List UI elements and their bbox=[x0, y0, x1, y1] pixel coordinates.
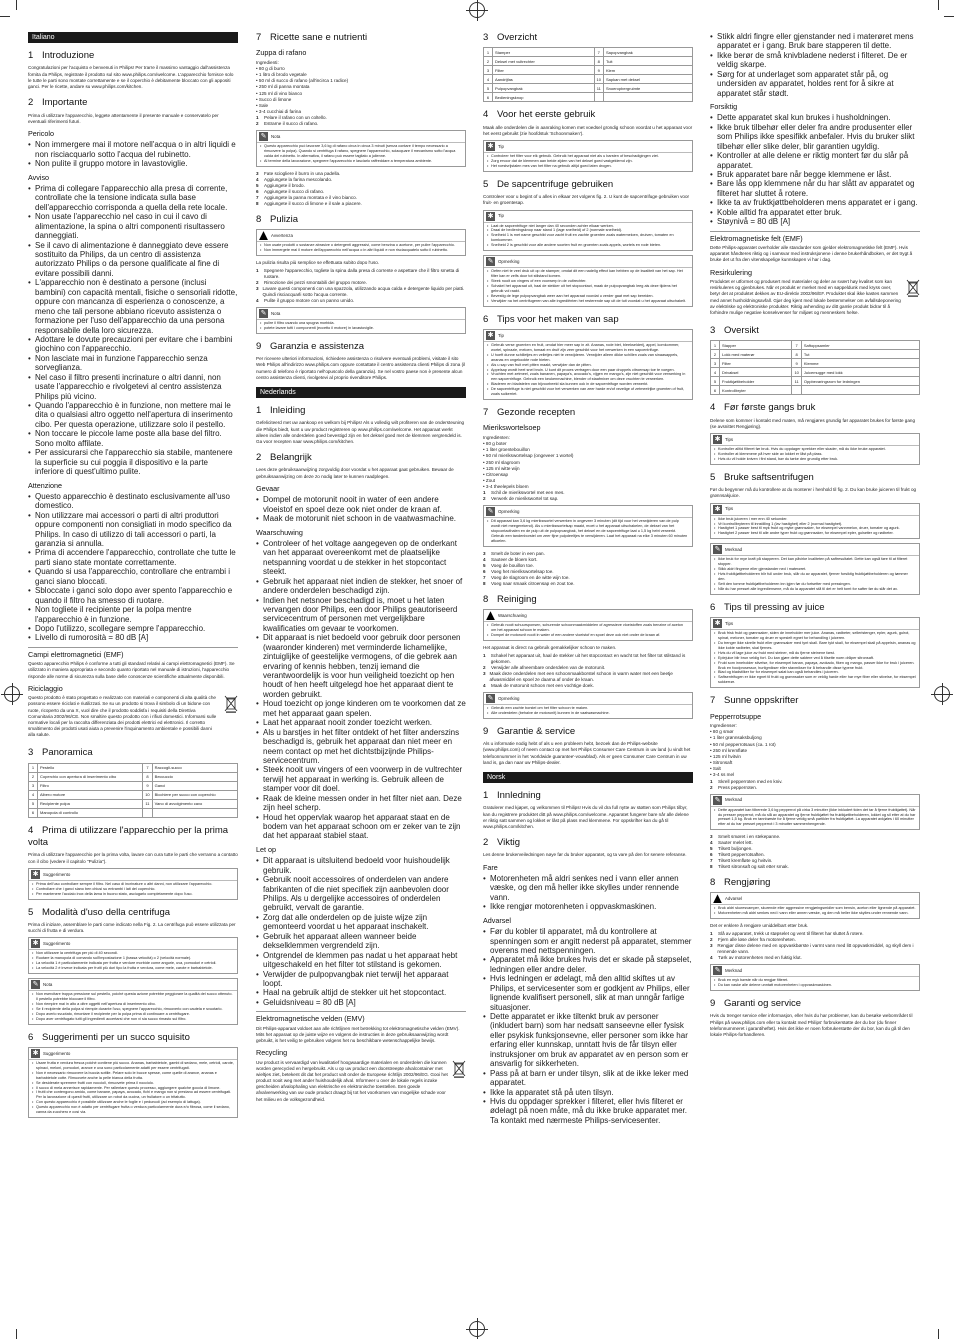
section-heading: 4 Prima di utilizzare l'apparecchio per la prima volta bbox=[28, 824, 229, 849]
list-item: • Non immergere mai il motore nell'acqua o in altri liquidi e non risciacquarlo sotto l'acqua del rubinetto. bbox=[28, 140, 238, 159]
section-heading: 6 Tips til pressing av juice bbox=[710, 601, 825, 613]
warning-list bbox=[28, 184, 238, 477]
list-item: • Questo apparecchio è destinato esclusivamente all'uso domestico. bbox=[28, 492, 238, 511]
paragraph: Congratulazioni per l'acquisto e benvenuti in Philips! Per trarre il massimo vantaggio dall'assistenza fornita da Philips, registrate il prodotto sul sito www.philips.com/welcome. L'apparecchio fornisce solo le tutte le parti sono montate correttamente e se il coperchio è debitamente bloccato con gli appositi ganci. Per le ricette, andare su www.philips.com/kitchen. bbox=[28, 65, 234, 89]
note-icon: ✎ bbox=[487, 694, 494, 702]
table-row: 2 Lokk med materør 8 Tut bbox=[711, 350, 920, 359]
list-item: • Bruk apparatet bare når begge klemmene er låst. bbox=[710, 170, 920, 179]
list-item: • Non utilizzare mai accessori o parti di altri produttori oppure componenti non consigliati in modo specifico da Philips. In caso di utilizzo di tali accessori o parti, la garanzia si annulla. bbox=[28, 511, 238, 549]
paragraph: Dette Philips-apparatet overholder alle standarder som gjelder elektromagnetiske felt (EMF). Hvis apparatet håndteres riktig og i samsvar med instruksjonene i denne brukerhåndboken, er det trygt å bruke det ut fra den vitenskapelige kunnskapen vi har i dag. bbox=[710, 245, 913, 263]
list-item: • Non usate l'apparecchio nel caso in cui il cavo di alimentazione, la spina o altri componenti risultassero danneggiati. bbox=[28, 212, 238, 240]
table-row: 6 Bedieningsknop bbox=[484, 93, 693, 102]
ingredient-line: • 250 ml slagroom bbox=[483, 459, 520, 465]
note-icon: ✎ bbox=[714, 796, 721, 804]
list-item: • Kontroller at alle delene er riktig montert før du slår på apparatet. bbox=[710, 151, 920, 170]
list-item: • Støynivå = 80 dB [A] bbox=[710, 217, 920, 226]
list-item: • Gebruik nooit accessoires of onderdelen van andere fabrikanten of die niet specifiek zijn aanbevolen door Philips. Als u dergelijke accessoires of onderdelen gebruikt, vervalt de garantie. bbox=[256, 875, 466, 913]
paragraph: Controleer voor u begint of u alles in elkaar zet volgens fig. 2. U kunt de sapcentrifuge gebruiken voor fruit- en groentesap. bbox=[483, 194, 690, 206]
table-row: 5 Pulpopvangbak 11 Snoeropbergruimte bbox=[484, 84, 693, 93]
list-item: • Indien het netsnoer beschadigd is, moet u het laten vervangen door Philips, een door Philips geautoriseerd servicecentrum of personen met vergelijkbare kwalificaties om gevaar te voorkomen. bbox=[256, 596, 466, 634]
section-heading: 4 Før første gangs bruk bbox=[710, 402, 816, 414]
column-4 bbox=[710, 32, 920, 1327]
note-icon: ✎ bbox=[714, 546, 721, 554]
section-heading: 5 Modalità d'uso della centrifuga bbox=[28, 906, 171, 918]
warning-box: Advarsel • Bruk aldri skuresvamper, skurende eller aggressive rengjøringsmidler som bensin, aceton eller lignende på apparatet. • Motorenheten må aldri senkes ned i vann eller annen væske, og den må heller ikke skylles under rennende vann. bbox=[710, 892, 920, 919]
subheading-caution: Forsiktig bbox=[710, 102, 738, 112]
ingredient-line: • 1 litro di brodo vegetale bbox=[256, 72, 307, 78]
language-header-dutch: Nederlands bbox=[256, 387, 466, 398]
column-1 bbox=[28, 32, 238, 1327]
note-box: ✎ Merknad • Dette apparatet kan tilberede 3,6 kg pepperrot på cirka 3 minutter (ikke inkludert tiden det tar å fjerne fruktkjøttet). Når du presser pepperrot, må du slå av apparatet og fjerne fruktkjøttet fra fruktkjøttbeholderen, lokket og sil etter at du har presset 1,5 kg. Bruk en tannbørste for å fjerne veldig små partikler fra fruktkjøttet. La apparatet avkjøles i 60 minutter etter at du har presset pepperrot i 3 minutter sammenhengende. bbox=[710, 794, 920, 831]
steps-list: 1 Schil de mierikswortel met een mes. 2 Verwerk de mierikswortel tot sap. bbox=[483, 490, 565, 502]
list-item: • Dit apparaat is uitsluitend bedoeld voor huishoudelijk gebruik. bbox=[256, 856, 466, 875]
table-row: 3 Filtro 9 Ganci bbox=[29, 781, 238, 790]
subheading-warning: Waarschuwing bbox=[256, 527, 303, 537]
paragraph: La pulizia risulta più semplice se effettuata subito dopo l'uso. bbox=[256, 260, 380, 266]
crop-mark bbox=[938, 1329, 939, 1339]
ingredient-line: Ingredienti: bbox=[256, 59, 279, 65]
list-item: • Laat het apparaat nooit zonder toezicht werken. bbox=[256, 718, 466, 727]
registration-mark-top-left bbox=[4, 686, 20, 702]
warning-list bbox=[483, 927, 693, 1125]
section-heading: 1 Introduzione bbox=[28, 50, 95, 62]
table-row: 2 Deksel met vultrechter 8 Tuit bbox=[484, 57, 693, 66]
language-header-italian: Italiano bbox=[28, 32, 238, 43]
table-row: 3 Filter 9 Klemme bbox=[711, 359, 920, 368]
crop-mark bbox=[0, 16, 10, 17]
note-box: ✎ Opmerking • Oefen niet te veel druk uit op de stamper, omdat dit een nadelig effect kan hebben op de kwaliteit van het sap. Het filter kan er zelfs door tot stilstand komen. • Steek nooit uw vingers of een voorwerp in de vultrechter. • Schakel het apparaat uit, haal de stekker uit het stopcontact, maak de pulpopvangbak leeg als deze tijdens het gebruik vol raakt. • Bevestig de lege pulpopvangbak weer aan het apparaat voordat u verder gaat met sap bereiden. • Verwijder na het centrifugeren van alle ingrediënten het resterende sap uit de tuit voordat u het apparaat uitschakelt. bbox=[483, 255, 693, 306]
paragraph: Det er enklere å rengjøre umiddelbart etter bruk. bbox=[710, 923, 809, 929]
section-heading: 8 Rengjøring bbox=[710, 877, 771, 889]
paragraph: Delene som kommer i kontakt med maten, må rengjøres grundig før apparatet brukes for første gang (se avsnittet Rengjøring). bbox=[710, 417, 916, 429]
registration-mark-top bbox=[469, 2, 485, 18]
table-row: 6 Manopola di controllo bbox=[29, 808, 238, 817]
steps-list: 3 Fate sciogliere il burro in una padella. 4 Aggiungete la farina mescolando. 5 Aggiungete il brodo. 6 Aggiungete il succo di rafano. 7 Aggiungete la panna montata e il vino bianco. 8 Aggiungete il succo di limone e il sale a piacere. bbox=[256, 171, 362, 206]
section-heading: 9 Garantie & service bbox=[483, 725, 576, 737]
warning-box: Waarschuwing • Gebruik nooit schuursponsen, schurende schoonmaakmiddelen of agressieve vloeistoffen zoals benzine of aceton om het apparaat schoon te maken. • Dompel de motorunit nooit in water of een andere vloeistof en spoel deze ook niet onder de kraan af. bbox=[483, 609, 693, 641]
star-icon: ✱ bbox=[487, 331, 494, 339]
tip-box: ✱ Tips • Kontroller alltid filteret før bruk. Hvis du oppdager sprekker eller skader, må du ikke bruke apparatet. • Kontroller at klemmene på hver side av lokket er låst på plass. • Hvis du vil holde kniven i fint stand, bør du tørke den grundig etter bruk. bbox=[710, 433, 920, 465]
list-item: • Bare lås opp klemmene når du har slått av apparatet og filteret har sluttet å rotere. bbox=[710, 179, 920, 198]
subheading-danger: Fare bbox=[483, 862, 498, 872]
list-item: • Prima di collegare l'apparecchio alla presa di corrente, controllate che la tensione indicata sulla base dell'apparecchio corrisponda a quella della rete locale. bbox=[28, 184, 238, 212]
steps-list: 3 Smelt smøret i en stekepanne. 4 Sauter melet lett. 5 Tilsett buljongen. 6 Tilsett pepperrotsaften. 7 Tilsett kremfløte og hvitvin. 8 Tilsett sitronsaft og salt etter smak. bbox=[710, 834, 789, 870]
paragraph: Dit Philips-apparaat voldoet aan alle richtlijnen met betrekking tot elektromagnetische velden (EMV). Mits het apparaat op de juiste wijze en volgens de instructies in deze gebruiksaanwijzing wordt gebruikt, is het veilig te gebruiken volgens het nu beschikbare wetenschappelijke bewijs. bbox=[256, 1025, 460, 1043]
list-item: • Non pulite il gruppo motore in lavastoviglie. bbox=[28, 159, 238, 168]
paragraph: Hvis du trenger service eller informasjon, eller hvis du har problemer, kan du besøke webområdet til Philips på www.philips.com eller ta kontakt med Philips' forbrukerstøtte der du bor (du finner telefonnummeret i garantiheftet). Hvis det ikke er noen forbrukerstøtte der du bor, kan du gå til den lokale Philips-forhandleren. bbox=[710, 1013, 913, 1038]
ingredient-line: • Salt bbox=[710, 766, 721, 772]
ingredient-line: • 80 g smør bbox=[710, 729, 734, 735]
note-box: ✎ Nota • Non esercitare troppa pressione sul pestello, poiché questa azione potrebbe peggiorare la qualità del succo ottenuto. Il pestello potrebbe bloccare il filtro. • Non riempire mai in alto a oltre oggetti nell'apertura di inserimento cibo. • Se il recipiente della polpa si riempie durante l'uso, spegnere l'apparecchio, rimuoverlo con cautela e svuotarlo. • Dopo averlo svuotato, rimontare il recipiente per la polpa prima di continuare a centrifugare. • Dopo aver centrifugato tutti gli ingredienti accertarsi che non vi sia succo rimasto sul filtro. bbox=[28, 978, 238, 1025]
list-item: • Ikke berør de små knivbladene nederst i filteret. De er veldig skarpe. bbox=[710, 51, 920, 70]
note-box: ✎ Nota • pulire il filtro usando una spugna morbida. • potete lavare tutti i componenti (eccetto il motore) in lavastoviglie. bbox=[256, 307, 466, 334]
ingredient-line: • Citroensap bbox=[483, 471, 509, 477]
table-row: 4 Aandrijfas 10 Sapkan met deksel bbox=[484, 75, 693, 84]
list-item: • Nel caso il filtro presenti incrinature o altri danni, non usate l'apparecchio e rivolgetevi al centro assistenza Philips più vicino. bbox=[28, 373, 238, 401]
crop-mark bbox=[944, 16, 954, 17]
list-item: • Ikke bruk tilbehør eller deler fra andre produsenter eller som Philips ikke spesifikk anbefaler. Hvis du bruker slikt tilbehør eller slike deler, blir garantien ugyldig. bbox=[710, 123, 920, 151]
steps-list: 3 Smelt de boter in een pan. 4 Sauteer de bloem kort. 5 Voeg de bouillon toe. 6 Voeg het mierikswortelsap toe. 7 Voeg de slagroom en de witte wijn toe. 8 Voeg naar smaak citroensap en zout toe. bbox=[483, 551, 575, 586]
paragraph: Questo prodotto è stato progettato e realizzato con materiali e componenti di alta qualità che possono essere riciclati e riutilizzati. Se su un prodotto si trova il simbolo di un bidone con ruote, ricoperto da una X, vuol dire che il prodotto soddisfa i requisiti della Direttiva Comunitaria 2002/96/CE. Non smaltire questo prodotto con i rifiuti domestici. Informarsi sulle normative locali per la raccolta differenziata dei prodotti elettrici ed elettronici. Il corretto smaltimento dei prodotti usati aiuta a prevenire l'inquinamento ambientale e possibili danni alla salute. bbox=[28, 695, 217, 738]
paragraph: Per ricevere ulteriori informazioni, richiedere assistenza o risolvere eventuali problemi, visitate il sito Web Philips all'indirizzo www.philips.com oppure contattate il centro assistenza clienti Philips di zona (il numero di telefono è riportato nell'opuscolo della garanzia). Se nel vostro paese non è presente alcun centro assistenza clienti, rivolgetevi al proprio rivenditore Philips. bbox=[256, 356, 466, 380]
crop-mark bbox=[938, 0, 939, 10]
caution-list bbox=[256, 856, 466, 1007]
ingredient-line: • 3-4 cucchiai di farina bbox=[256, 109, 302, 115]
section-heading: 3 Panoramica bbox=[28, 747, 93, 759]
recipe-title: Pepperrotsuppe bbox=[710, 711, 762, 721]
note-icon: ✎ bbox=[714, 967, 721, 975]
subheading-caution: Let op bbox=[256, 844, 276, 854]
subheading-emf: Elektromagnetische velden (EMV) bbox=[256, 1011, 466, 1023]
list-item: • Dit apparaat is niet bedoeld voor gebruik door personen (waaronder kinderen) met verminderde lichamelijke, zintuiglijke of geestelijke vermogens, of die gebrek aan ervaring of kennis hebben, tenzij iemand die verantwoordelijk is voor hun veiligheid toezicht op hen houdt of hen heeft uitgelegd hoe het apparaat dient te worden gebruikt. bbox=[256, 633, 466, 699]
steps-list: 1 Spegnere l'apparecchio, togliete la spina dalla presa di corrente e aspettare che il filtro smetta di ruotare. 2 Rimozione dei pezzi smontabili del gruppo motore. 3 Lavare questi componenti con una spazzola, utilizzando acqua calda e detergente liquido per piatti. Quindi risciacquarli sotto l'acqua corrente. 4 Pulite il gruppo motore con un panno umido. bbox=[256, 268, 465, 304]
list-item: • Hvis du oppdager sprekker i filteret, eller hvis filteret er ødelagt på noen måte, må du ikke bruke apparatet mer. Ta kontakt med nærmeste Philips-servicesenter. bbox=[483, 1097, 693, 1125]
list-item: • Geluidsniveau = 80 dB [A] bbox=[256, 998, 466, 1007]
subheading-warning: Avviso bbox=[28, 172, 50, 182]
tip-box: ✱ Tips • Ikke bruk juiceren i mer enn 40 sekunder. • Vri kontrollbryteren til innstilling 1 (lav hastighet) eller 2 (normal hastighet). • Hastighet 1 passer best til myk frukt og myke grønnsaker, for eksempel vannmelon, druer, tomater og agurk. • Hastighet 2 passer best til alle andre typer frukt og grønnsaker, for eksempel epler, gulrøtter og rødbeter. bbox=[710, 503, 920, 540]
table-row: 5 Recipiente polpa 11 Vano di avvolgimento cavo bbox=[29, 799, 238, 808]
list-item: • Gebruik het apparaat alleen wanneer beide dekselklemmen vergrendeld zijn. bbox=[256, 932, 466, 951]
table-row: 4 Drivaksel 10 Juicemugge med lokk bbox=[711, 368, 920, 377]
ingredient-line: • 3-4 ss mel bbox=[710, 772, 735, 778]
ingredient-line: • 50 ml pepperrotsaus (ca. 1 rot) bbox=[710, 741, 776, 747]
list-item: • Livello di rumorosità = 80 dB [A] bbox=[28, 633, 238, 642]
star-icon: ✱ bbox=[487, 212, 494, 220]
paragraph: Questo apparecchio Philips è conforme a tutti gli standard relativi ai campi elettromagnetici (EMF). Se utilizzato in maniera appropriata e secondo quanto riportato nel manuale di istruzioni, l'apparecchio risponde alle norme di sicurezza sulla base delle conoscenze scientifiche attualmente disponibili. bbox=[28, 661, 235, 679]
list-item: • Dette apparatet skal kun brukes i husholdningen. bbox=[710, 113, 920, 122]
list-item: • Koble alltid fra apparatet etter bruk. bbox=[710, 208, 920, 217]
tip-box: ✱ Tip • Gebruik verse groenten en fruit, omdat hier meer sap in zit. Ananas, rode biet, bleekselderij, appel, komkommer, wortel, spinazie, meloen, tomaat en druif zijn zeer geschikt voor het verwerken in een sapcentrifuge. • U hoeft dunne schilletjes en velletjes niet te verwijderen. Verwijder alleen dikke schillen zoals van sinaasappels, ananas en ongekookte rode bieten. • Als u sap van fruit met pitten maakt, verwijder dan de pitten. • Appelsap wordt heel snel bruin. U kunt dit proces vertragen door een paar druppels citroensap toe te voegen. • Vruchten met zetmeel, zoals bananen, papaya's, avocado's, vijgen en mango's, zijn niet geschikt voor verwerking in een sapcentrifuge. Gebruik een keukenmachine, blender of staafmixer om deze vruchten te verwerken. • Bladeren en bladstelen van bijvoorbeeld sla kunnen ook in de sapcentrifuge worden verwerkt. • De sapcentrifuge is niet geschikt voor het verwerken van zeer harde en/of vezelige of zetmeelrijke groenten of fruit, zoals suikerriet. bbox=[483, 329, 693, 400]
list-item: • Steek nooit uw vingers of een voorwerp in de vultrechter terwijl het apparaat in werking is. Gebruik alleen de stamper voor dit doel. bbox=[256, 765, 466, 793]
paragraph: Gefeliciteerd met uw aankoop en welkom bij Philips! Als u volledig wilt profiteren van de ondersteuning die Philips biedt, kunt u uw product registreren op www.philips.com/welcome. Het apparaat werkt alleen indien alle onderdelen goed bevestigd zijn en het deksel goed met de klemmen vergrendeld is. Ga voor recepten naar www.philips.com/kitchen. bbox=[256, 420, 465, 444]
note-icon: ✎ bbox=[32, 980, 39, 988]
list-item: • Maak de motorunit niet schoon in de vaatwasmachine. bbox=[256, 514, 466, 523]
column-3 bbox=[483, 32, 693, 1327]
overview-table bbox=[483, 47, 693, 102]
paragraph: Prima di utilizzare l'apparecchio, leggete attentamente il presente manuale e conservatelo per eventuali riferimenti futuri. bbox=[28, 112, 219, 124]
subheading-danger: Gevaar bbox=[256, 483, 280, 493]
tip-box: ✱ Tips • Bruk frisk frukt og grønnsaker, siden de inneholder mer juice. Ananas, rødbeter, selleristenger, epler, agurk, gulrot, spinat, meloner, tomater og druer er spesielt egnet for behandling i juiceren. • Du trenger ikke skrelle frukt eller grønnsaker med tynt skall. Bare tykt skall, for eksempel skall på appelsin, ananas og ikke kokte rødbeter, skal fjernes. • Hvis du vil lage juice av frukt med steiner, må du fjerne steinene først. • Eplejuice blir brun veldig fort. Du kan gjøre dette saktere ved å tilsette noen dråper sitronsaft. • Frukt som inneholder stivelse, for eksempel banan, papaya, avokado, fiken og mango, passer ikke for bruk i juiceren. Bruk en foodprosessor, hurtigmikser eller stavmikser for å behandle disse typene frukt. • Blad og bladstilker for for eksempel salat kan også behandles i juiceren. • Saftsentrifugen er ikke egnet til frukt og grønnsaker som er veldig harde eller har mye fiber eller stivelse, for eksempel sukkerrør. bbox=[710, 617, 920, 688]
note-box: ✎ Merknad • Ikke bruk for mye kraft på stapperen. Det kan påvirke kvaliteten på saftresultatet. Dette kan også føre til at filteret stopper. • Stikk aldri fingrene eller gjenstander ned i materøret. • Hvis fruktkjøttbeholderen blir full under bruk, slår du av apparatet, fjerner forsiktig fruktkjøttbeholderen og tømmer den. • Sett den tomme fruktkjøttbeholderen inn igjen før du fortsetter med pressingen. • Når du har presset alle ingrediensene, må du la apparatet stå til det er helt tomt for safter før du slår det av. bbox=[710, 543, 920, 594]
caution-list bbox=[710, 113, 920, 226]
overview-table bbox=[710, 340, 920, 395]
list-item: • Ikke la apparatet stå på uten tilsyn. bbox=[483, 1088, 693, 1097]
crop-mark bbox=[16, 1329, 17, 1339]
paragraph: Maak alle onderdelen die in aanraking komen met voedsel grondig schoon voordat u het apparaat voor het eerst gebruikt (zie hoofdstuk 'Schoonmaken'). bbox=[483, 124, 693, 136]
list-item: • Quando si usa l'apparecchio, controllare che entrambi i ganci siano bloccati. bbox=[28, 567, 238, 586]
ingredient-line: • 50 ml mierikswortelsap (ongeveer 1 wortel) bbox=[483, 453, 574, 459]
paragraph: Prima di iniziare, assemblare le parti come indicato nella Fig. 2. La centrifuga può essere utilizzata per succhi di frutta e di verdura. bbox=[28, 921, 236, 934]
warning-icon bbox=[713, 894, 722, 903]
warning-icon bbox=[259, 231, 268, 240]
section-heading: 2 Importante bbox=[28, 97, 88, 109]
paragraph: Les denne brukerveiledningen nøye før du bruker apparatet, og ta vare på den for senere referanse. bbox=[483, 852, 687, 858]
star-icon: ✱ bbox=[32, 940, 39, 948]
table-row: 1 Stapper 7 Saftoppsamler bbox=[711, 341, 920, 350]
subheading-emf: Elektromagnetiske felt (EMF) bbox=[710, 231, 920, 243]
list-item: • Non lasciate mai in funzione l'apparecchio senza sorveglianza. bbox=[28, 354, 238, 373]
list-item: • Sørg for at underlaget som apparatet står på, og undersiden av apparatet, holdes rent for å sikre at apparatet står stødt. bbox=[710, 70, 920, 98]
danger-list bbox=[28, 140, 238, 168]
list-item: • Non togliete il recipiente per la polpa mentre l'apparecchio è in funzione. bbox=[28, 605, 238, 624]
section-heading: 9 Garanti og service bbox=[710, 998, 802, 1010]
list-item: • Controleer of het voltage aangegeven op de onderkant van het apparaat overeenkomt met de plaatselijke netspanning voordat u de stekker in het stopcontact steekt. bbox=[256, 539, 466, 577]
section-heading: 9 Garanzia e assistenza bbox=[256, 340, 364, 352]
paragraph: Uw product is vervaardigd van kwalitatief hoogwaardige materialen en onderdelen die kunnen worden gerecycled en hergebruikt. Als u op uw product een doorstreepte afvalcontainer met wieltjes ziet, betekent dit dat het product valt onder de Europese richtlijn 2002/96/EG. Gooi het product nooit weg met ander huishoudelijk afval. Informeer u over de lokale regels inzake gescheiden afvalophaling van elektrische en elektronische toestellen. Een goede afvalverwerking van uw oude product draagt bij tot het voorkomen van mogelijke schade voor het milieu en de volksgezondheid. bbox=[256, 1059, 448, 1102]
table-row: 6 Kontrollbryter bbox=[711, 386, 920, 395]
table-row: 4 Albero motore 10 Bicchiere per succo con coperchio bbox=[29, 790, 238, 799]
warning-icon bbox=[486, 611, 495, 620]
tip-box: ✱ Tip • Controleer het filter voor elk gebruik. Gebruik het apparaat niet als u barsten of beschadigingen ziet. • Zorg ervoor dat de klemmen aan beide zijden van het deksel goed vastgeklemd zijn. • Het roestvrijstalen mes van het filter na gebruik altijd goed laten drogen. bbox=[483, 140, 693, 172]
star-icon: ✱ bbox=[714, 436, 721, 444]
list-item: • Hvis ledningen er ødelagt, må den alltid skiftes ut av Philips, et servicesenter som er godkjent av Philips, eller lignende kvalifisert personell, slik at man unngår farlige situasjoner. bbox=[483, 974, 693, 1012]
recipe-title: Zuppa di rafano bbox=[256, 48, 307, 58]
list-item: • L'apparecchio non è destinato a persone (inclusi bambini) con capacità mentali, fisiche o sensoriali ridotte, oppure con mancanza di esperienza o conoscenze, a meno che tali persone abbiano ricevuto assistenza o formazione per l'uso dell'apparecchio da una persona responsabile della loro sicurezza. bbox=[28, 278, 238, 335]
list-item: • Haal na gebruik altijd de stekker uit het stopcontact. bbox=[256, 988, 466, 997]
list-item: • Adottare le dovute precauzioni per evitare che i bambini giochino con l'apparecchio. bbox=[28, 335, 238, 354]
table-row: 2 Coperchio con apertura di inserimento cibo 8 Beccuccio bbox=[29, 772, 238, 781]
crop-mark bbox=[16, 0, 17, 10]
ingredient-line: • 3-4 theelepels bloem bbox=[483, 484, 529, 490]
subheading-recycling: Riciclaggio bbox=[28, 683, 63, 693]
ingredient-line: • Sale bbox=[256, 103, 269, 109]
ingredient-line: • 80 g boter bbox=[483, 440, 507, 446]
ingredient-line: • 125 ml di vino bianco bbox=[256, 90, 303, 96]
star-icon: ✱ bbox=[32, 870, 39, 878]
list-item: • Se il cavo di alimentazione è danneggiato deve essere sostituito da Philips, da un centro di assistenza autorizzato Philips o da persone qualificate al fine di evitare possibili danni. bbox=[28, 241, 238, 279]
section-heading: 7 Ricette sane e nutrienti bbox=[256, 32, 368, 43]
note-box: ✎ Opmerking • Dit apparaat kan 3,6 kg mierikswortel verwerken in ongeveer 3 minuten (dit tijd voor het verwijderen van de pulp wordt niet meegerekend). Als u mierikswortelsap maakt, moet u het apparaat uitschakelen, de deksel van het stopcontacthalen en de pulp uit de pulpopvangbak, het deksel en de sapcentrifuge laat u 1,5 kg hebt verwerkt. Gebruik een tandenborstel om zeer fijne pulpdeeltjes te verwijderen. Laat het apparaat na elke 3 minuten 60 minuten afkoelen. bbox=[483, 505, 693, 547]
ingredient-line: • 50 ml di succo di rafano (all'incirca 1 radice) bbox=[256, 78, 349, 84]
note-box: ✎ Nota • Questo apparecchio può lavorare 3,6 kg di rafano circa in cinca 3 minuti (senza contare il tempo necessario a rimuovere la polpa). Quando si centrifuga il rafano, spegnere l'apparecchio, sciacquare il mecanismo sotto l'acqua calda del rubinetto. In alternativa, il rafano può essere tagliato a julienne. • Al termine della lavorazione, spegnere l'apparecchio e lasciarlo raffreddare a temperatura ambiente. bbox=[256, 130, 466, 167]
list-item: • Ikke rengjør motorenheten i oppvaskmaskinen. bbox=[483, 902, 693, 911]
table-row: 3 Filter 9 Klem bbox=[484, 66, 693, 75]
list-item: • Pass på at barn er under tilsyn, slik at de ikke leker med apparatet. bbox=[483, 1069, 693, 1088]
paragraph: Før du begynner må du kontrollere at du monterer i henhold til fig. 2. Du kan bruke juiceren til frukt og grønnsakjuice. bbox=[710, 487, 917, 499]
section-heading: 2 Viktig bbox=[483, 837, 521, 849]
ingredient-line: • 125 ml hvitvin bbox=[710, 753, 741, 759]
paragraph: Als u informatie nodig hebt of als u een probleem hebt, bezoek dan de Philips-website (www.philips.com) of neem contact op met het Philips Consumer Care Centrum in uw land (u vindt het telefoonnummer in het 'worldwide guarantee'-vouwblad). Als er geen Consumer Care Centrum in uw land is, ga dan naar uw Philips-dealer. bbox=[483, 741, 691, 765]
paragraph: Het apparaat is direct na gebruik gemakkelijker schoon te maken. bbox=[483, 644, 617, 650]
ingredient-line: Ingredienser: bbox=[710, 722, 737, 728]
crossed-bin-icon bbox=[906, 279, 920, 297]
list-item: • Ontgrendel de klemmen pas nadat u het apparaat hebt uitgeschakeld en het filter tot stilstand is gekomen. bbox=[256, 951, 466, 970]
danger-list bbox=[483, 874, 693, 912]
list-item: • Dette apparatet er ikke tiltenkt bruk av personer (inkludert barn) som har nedsatt sanseevne eller fysisk eller psykisk funksjonsevne, eller personer som ikke har erfaring eller kunnskap, unntatt hvis de får tilsyn eller instruksjoner om bruk av apparatet av en person som er ansvarlig for sikkerheten. bbox=[483, 1012, 693, 1069]
table-row: 5 Fruktkjøttbeholder 11 Oppbevaringsrom for ledningen bbox=[711, 377, 920, 386]
section-heading: 7 Sunne oppskrifter bbox=[710, 695, 799, 707]
section-heading: 8 Pulizia bbox=[256, 213, 298, 225]
note-icon: ✎ bbox=[487, 508, 494, 516]
subheading-caution: Attenzione bbox=[28, 480, 62, 490]
section-heading: 2 Belangrijk bbox=[256, 452, 312, 464]
section-heading: 8 Reiniging bbox=[483, 593, 537, 605]
subheading-recycling: Resirkulering bbox=[710, 267, 752, 277]
note-icon: ✎ bbox=[487, 258, 494, 266]
table-row: 1 Pestello 7 Raccogli-succo bbox=[29, 763, 238, 772]
ingredient-line: • 125 ml witte wijn bbox=[483, 465, 520, 471]
steps-list: 1 Schakel het apparaat uit, haal de stekker uit het stopcontact en wacht tot het filter tot stilstand is gekomen. 2 Verwijder alle afneembare onderdelen van de motorunit. 3 Maak deze onderdelen met een schoonmaakborstel schoon in warm water met een beetje afwasmiddel en spoel ze daarna af onder de kraan. 4 Maak de motorunit schoon met een vochtige doek. bbox=[483, 653, 686, 688]
list-item: • Motorenheten må aldri senkes ned i vann eller annen væske, og den må heller ikke skylles under rennende vann. bbox=[483, 874, 693, 902]
subheading-emf: Campi elettromagnetici (EMF) bbox=[28, 647, 238, 659]
ingredient-line: • Sitronsaft bbox=[710, 760, 733, 766]
section-heading: 4 Voor het eerste gebruik bbox=[483, 109, 596, 121]
recipe-title: Mierikswortelsoep bbox=[483, 423, 541, 433]
section-heading: 5 De sapcentrifuge gebruiken bbox=[483, 178, 614, 190]
subheading-danger: Pericolo bbox=[28, 128, 54, 138]
note-box: ✎ Merknad • Bruk en myk børste når du rengjør filteret. • Du kan vaske alle delene unntatt motorenheten i oppvaskmaskinen. bbox=[710, 964, 920, 991]
overview-table bbox=[28, 763, 238, 818]
section-heading: 3 Overzicht bbox=[483, 32, 538, 43]
column-2 bbox=[256, 32, 466, 1327]
paragraph: Prima di utilizzare l'apparecchio per la prima volta, lavare con cura tutte le parti che verranno a contatto con il cibo (vedere il capitolo "Pulizia"). bbox=[28, 852, 238, 864]
section-heading: 5 Bruke saftsentrifugen bbox=[710, 471, 814, 483]
steps-list: 1 Slå av apparatet, trekk ut støpselet og vent til filteret har sluttet å rotere. 2 Fjern alle løse deler fra motorenheten. 3 Rengjør disse delene med en oppvaskbørste i varmt vann med litt oppvaskmiddel, og skyll dem i rennende vann. 4 Tørk av motorenheten med en fuktig klut. bbox=[710, 931, 914, 961]
tip-box: ✱ Suggerimento • Non utilizzare la centrifuga per più di 40 secondi. • Ruotare la manopola di comando sull'impostazione 1 (bassa velocità) o 2 (velocità normale). • La velocità 1 è particolarmente indicata per frutta e verdure morbide come angurie, uva, pomodori e cetrioli. • La velocità 2 è invece indicata per frutti più duri tipo la frutta e verdura, come mele, carote e barbabietole. bbox=[28, 937, 238, 974]
list-item: • Dompel de motorunit nooit in water of een andere vloeistof en spoel deze ook niet onder de kraan af. bbox=[256, 495, 466, 514]
list-item: • Prima di accendere l'apparecchio, controllate che tutte le parti siano state montate correttamente. bbox=[28, 548, 238, 567]
list-item: • Dopo l'utilizzo, scollegare sempre l'apparecchio. bbox=[28, 624, 238, 633]
ingredient-line: • Succo di limone bbox=[256, 96, 292, 102]
list-item: • Als u barstjes in het filter ontdekt of het filter anderszins beschadigd is, gebruik het apparaat dan niet meer en neem contact op met het dichtstbijzijnde Philips-servicecentrum. bbox=[256, 728, 466, 766]
star-icon: ✱ bbox=[487, 143, 494, 151]
list-item: • Apparatet må ikke brukes hvis det er skade på støpselet, ledningen eller andre deler. bbox=[483, 955, 693, 974]
warning-list-continued bbox=[710, 32, 920, 98]
subheading-recycling: Recycling bbox=[256, 1048, 288, 1058]
list-item: • Zorg dat alle onderdelen op de juiste wijze zijn gemonteerd voordat u het apparaat inschakelt. bbox=[256, 913, 466, 932]
star-icon: ✱ bbox=[714, 505, 721, 513]
tip-box: ✱ Suggerimento • Prima dell'uso controllare sempre il filtro. Nel caso di incrinature o altri danni, non utilizzare l'apparecchio. • Controllare che i ganci siano ben chiusi su entrambi i lati del coperchio. • Per mantenere l'acciaio inox della lama in buono stato, asciugarlo completamente dopo l'uso. bbox=[28, 868, 238, 900]
list-item: • Før du kobler til apparatet, må du kontrollere at spenningen som er angitt nederst på apparatet, stemmer overens med nettspenningen. bbox=[483, 927, 693, 955]
ingredient-line: Ingrediënten: bbox=[483, 434, 510, 440]
warning-box: Avvertenza • Non usate prodotti o sostanze abrasive o detergenti aggressivi, come benzina o acetone, per pulire l'apparecchio. • Non immergete mai il motore dell'apparecchio nell'acqua o in altri liquidi e non risciacquatelo sotto il rubinetto. bbox=[256, 229, 466, 256]
ingredient-line: • 250 ml kremfløte bbox=[710, 747, 748, 753]
list-item: • Houd toezicht op jonge kinderen om te voorkomen dat ze met het apparaat gaan spelen. bbox=[256, 699, 466, 718]
list-item: • Quando l'apparecchio è in funzione, non mettere mai le dita o qualsiasi altro oggetto nell'apertura di inserimento cibo. Per questa operazione, utilizzare solo il pestello. bbox=[28, 401, 238, 429]
crossed-bin-icon bbox=[452, 1060, 466, 1078]
registration-mark-right bbox=[934, 686, 950, 702]
section-heading: 1 Innledning bbox=[483, 789, 541, 801]
list-item: • Raak de kleine messen onder in het filter niet aan. Deze zijn heel scherp. bbox=[256, 794, 466, 813]
note-box: ✎ Opmerking • Gebruik een zachte borstel om het filter schoon te maken. • Alle onderdelen (behalve de motorunit) kunnen in de vaatwasmachine. bbox=[483, 692, 693, 719]
section-heading: 6 Tips voor het maken van sap bbox=[483, 313, 619, 325]
star-icon: ✱ bbox=[32, 1049, 39, 1057]
star-icon: ✱ bbox=[714, 620, 721, 628]
tip-box: ✱ Suggerimento • Usare frutta e verdura fresca poiché contiene più succo. Ananas, barbabietole, gambi di sedano, mele, cetrioli, carote, spinaci, meloni, pomodori, arance e uva sono particolarmente adatti per essere centrifugati. • Non è necessario rimuovere la buccia sottile. Pelare solo le bucce spesse, come quelle di arance, ananas e barbabietole cotte. Rimuovete anche la pelle bianca della frutta. • Se desiderate spremere frutti con noccioli, rimuovete prima il nocciolo. • Il succo di mela annerisce rapidamente. Per rallentare questo processo, aggiungere qualche goccia di limone. • I frutti che contengono amido, come banane, papaya, avocado, fichi e mango non si prestano ad essere centrifugati. Per la lavorazione di questi frutti, utilizzare un robot da cucina, un frullatore o un tritatutto. • Con questo apparecchio è possibile utilizzare anche le foglie e i peduncoli (ad esempio di lattuga). • Questo apparecchio non è adatto per centrifugare frutta o verdura particolarmente dura e/o fibrosa, come il sedano, canna da zucchero e così via. bbox=[28, 1047, 238, 1118]
table-row: 1 Stamper 7 Sapopvangbak bbox=[484, 48, 693, 57]
tip-box: ✱ Tip • Laat de sapcentrifuge niet langer dan 40 seconden achter elkaar werken. • Draai de bedieningsknop naar stand 1 (lage snelheid) of 2 (normale snelheid). • Snelheid 1 is met name geschikt voor zacht fruit en zachte groenten zoals watermeloen, druiven, tomaten en komkommer. • Snelheid 2 is geschikt voor alle andere soorten fruit en groenten zoals appels, wortels en rode bieten. bbox=[483, 210, 693, 252]
paragraph: Lees deze gebruiksaanwijzing zorgvuldig door voordat u het apparaat gaat gebruiken. Bewaar de gebruiksaanwijzing om deze zo nodig later te kunnen raadplegen. bbox=[256, 467, 454, 479]
list-item: • Non toccare le piccole lame poste alla base del filtro. Sono molto affilate. bbox=[28, 429, 238, 448]
danger-list bbox=[256, 495, 466, 523]
subheading-warning: Advarsel bbox=[483, 915, 511, 925]
warning-list bbox=[256, 539, 466, 841]
ingredient-line: • 80 g di burro bbox=[256, 65, 285, 71]
steps-list: 1 Skrell pepperroten med en kniv. 2 Press pepperroten. bbox=[710, 778, 783, 790]
language-header-norsk: Norsk bbox=[483, 772, 693, 783]
paragraph: Produktet er utformet og produsert med materialer og deler av svært høy kvalitet som kan resirkuleres og gjenbrukes. Når et produkt er merket med en søppeldunk med kryss over, betyr det at produktet dekkes av EU-direktiv 2002/96/EF. Produktet skal ikke kastes sammen med annet husholdningsavfall. Gjør deg kjent med lokale bestemmelser om avfallsdeponering av elektriske og elektroniske produkter. Riktig avhending av ditt gamle produkt bidrar til å forhindre mulige negative konsekvenser for miljøet og menneskers helse. bbox=[710, 278, 901, 315]
list-item: • Stikk aldri fingre eller gjenstander ned i materøret mens apparatet er i gang. Bruk bare stapperen til dette. bbox=[710, 32, 920, 51]
crossed-bin-icon bbox=[224, 695, 238, 713]
list-item: • Sbloccate i ganci solo dopo aver spento l'apparecchio e quando il filtro ha smesso di ruotare. bbox=[28, 586, 238, 605]
section-heading: 1 Inleiding bbox=[256, 405, 306, 417]
paragraph: Gratulerer med kjøpet, og velkommen til Philips! Hvis du vil dra full nytte av støtten som Philips tilbyr, kan du registrere produktet ditt på www.philips.com/welcome. Apparatet fungerer bare når alle delene er riktig satt sammen og lokket er låst på plass med klemmene. For oppskrifter kan du gå til www.philips.com/kitchen. bbox=[483, 805, 689, 829]
ingredient-line: • 1 liter groentebouillon bbox=[483, 447, 530, 453]
section-heading: 6 Suggerimenti per un succo squisito bbox=[28, 1031, 190, 1043]
note-icon: ✎ bbox=[260, 133, 267, 141]
caution-list bbox=[28, 492, 238, 643]
list-item: • Houd het oppervlak waarop het apparaat staat en de bodem van het apparaat schoon om er zeker van te zijn dat het apparaat stabiel staat. bbox=[256, 813, 466, 841]
list-item: • Ikke ta av fruktkjøttbeholderen mens apparatet er i gang. bbox=[710, 198, 920, 207]
ingredient-line: • 1 liter grønnsaksbuljong bbox=[710, 735, 762, 741]
list-item: • Per assicurarsi che l'apparecchio sia stabile, mantenere la superficie su cui poggia il dispositivo e la parte inferiore di quest'ultimo pulite. bbox=[28, 448, 238, 476]
list-item: • Gebruik het apparaat niet indien de stekker, het snoer of andere onderdelen beschadigd zijn. bbox=[256, 577, 466, 596]
section-heading: 7 Gezonde recepten bbox=[483, 407, 576, 419]
ingredient-line: • 250 ml di panna montata bbox=[256, 84, 310, 90]
list-item: • Verwijder de pulpopvangbak niet terwijl het apparaat loopt. bbox=[256, 970, 466, 989]
ingredient-line: • Zout bbox=[483, 478, 496, 484]
note-icon: ✎ bbox=[260, 309, 267, 317]
section-heading: 3 Oversikt bbox=[710, 325, 759, 337]
steps-list: 1 Pelare il rafano con un coltello. 2 Estrarne il succo di rafano. bbox=[256, 115, 327, 127]
